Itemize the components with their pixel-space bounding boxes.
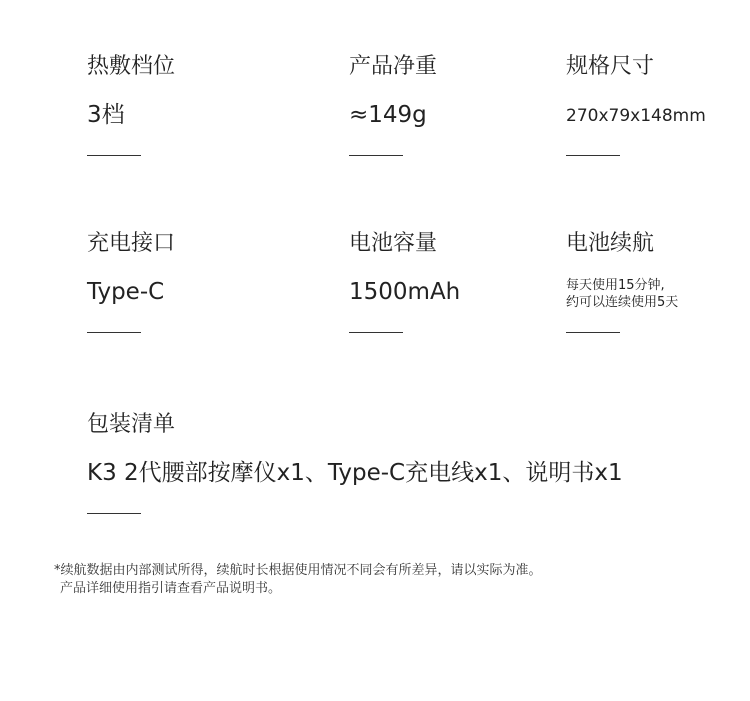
divider [87, 332, 141, 333]
spec-value-line: 约可以连续使用5天 [566, 295, 679, 310]
divider [566, 155, 620, 156]
spec-label: 电池容量 [349, 231, 438, 256]
spec-label: 产品净重 [349, 54, 438, 79]
divider [87, 155, 141, 156]
spec-value: ≈149g [349, 102, 427, 128]
spec-value: 3档 [87, 102, 125, 128]
spec-label: 电池续航 [566, 231, 655, 256]
footnote-line: *续航数据由内部测试所得，续航时长根据使用情况不同会有所差异，请以实际为准。 [54, 563, 542, 578]
divider [349, 155, 403, 156]
divider [566, 332, 620, 333]
footnote [54, 562, 542, 598]
spec-label: 充电接口 [87, 231, 176, 256]
footnote-line: 产品详细使用指引请查看产品说明书。 [60, 581, 282, 596]
spec-value: 1500mAh [349, 279, 461, 305]
divider [87, 513, 141, 514]
spec-value-line: 每天使用15分钟, [566, 278, 665, 293]
spec-label: 规格尺寸 [566, 54, 655, 79]
spec-value: K3 2代腰部按摩仪x1、Type-C充电线x1、说明书x1 [87, 460, 623, 486]
spec-label: 包装清单 [87, 412, 176, 437]
spec-label: 热敷档位 [87, 54, 176, 79]
divider [349, 332, 403, 333]
spec-value [566, 277, 678, 311]
spec-value: Type-C [87, 279, 165, 305]
spec-value: 270x79x148mm [566, 106, 706, 126]
